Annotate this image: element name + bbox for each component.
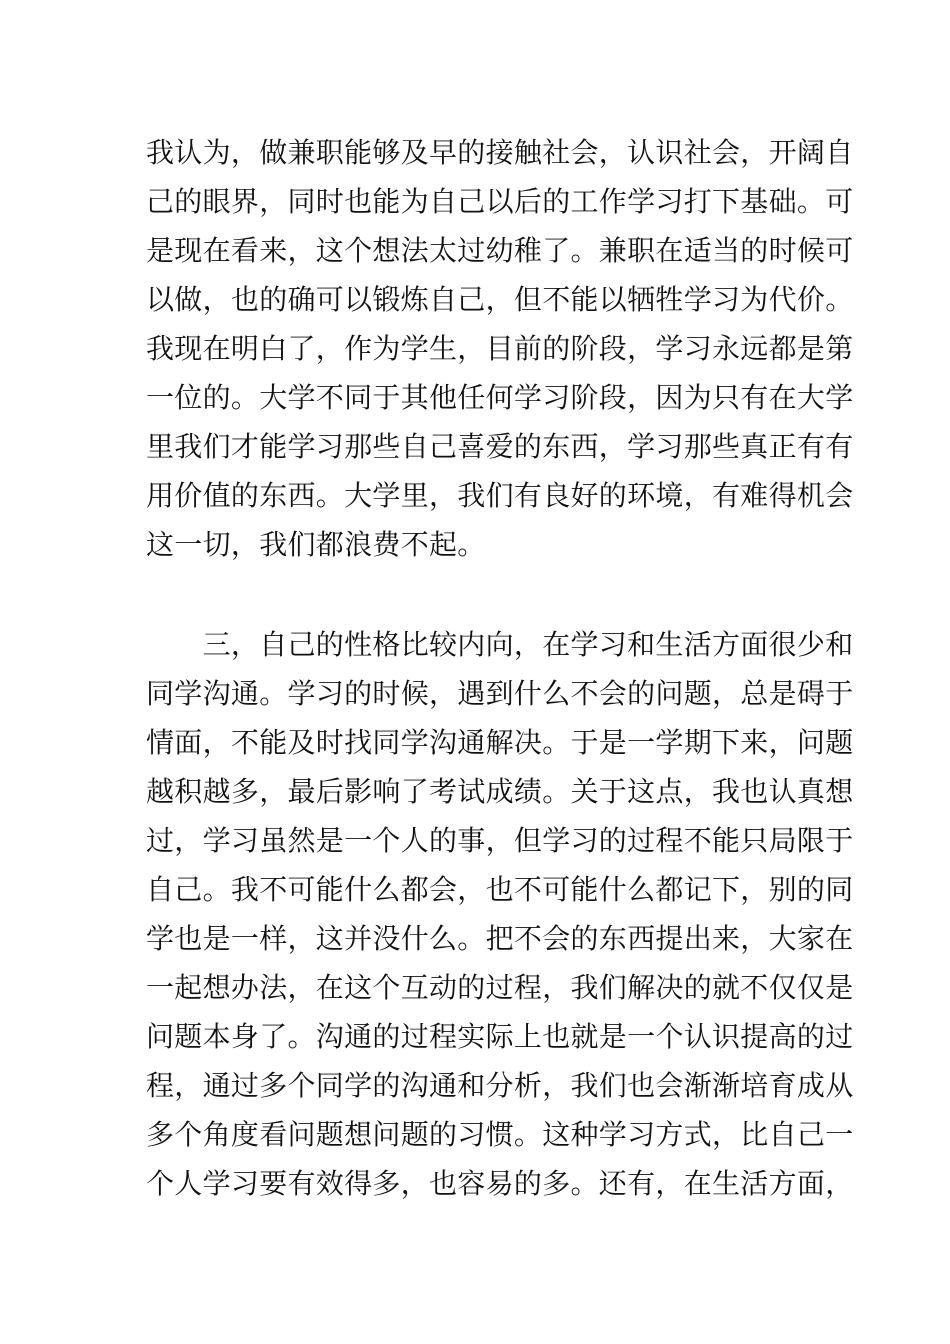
text-line: 问题本身了。沟通的过程实际上也就是一个认识提高的过 (146, 1020, 854, 1053)
text-line: 一起想办法，在这个互动的过程，我们解决的就不仅仅是 (146, 971, 854, 1004)
text-line: 过，学习虽然是一个人的事，但学习的过程不能只局限于 (146, 824, 854, 857)
paragraph (146, 128, 854, 569)
text-line: 里我们才能学习那些自己喜爱的东西，学习那些真正有有 (146, 430, 854, 463)
text-line: 我现在明白了，作为学生，目前的阶段，学习永远都是第 (146, 332, 854, 365)
text-line: 这一切，我们都浪费不起。 (146, 528, 486, 561)
paragraph (146, 620, 854, 1208)
text-line: 程，通过多个同学的沟通和分析，我们也会渐渐培育成从 (146, 1069, 854, 1102)
text-line: 越积越多，最后影响了考试成绩。关于这点，我也认真想 (146, 775, 854, 808)
text-line: 同学沟通。学习的时候，遇到什么不会的问题，总是碍于 (146, 677, 854, 710)
text-line: 个人学习要有效得多，也容易的多。还有，在生活方面， (146, 1167, 854, 1200)
text-line: 以做，也的确可以锻炼自己，但不能以牺牲学习为代价。 (146, 283, 854, 316)
text-line: 自己。我不可能什么都会，也不可能什么都记下，别的同 (146, 873, 854, 906)
text-line: 用价值的东西。大学里，我们有良好的环境，有难得机会 (146, 479, 854, 512)
text-line: 学也是一样，这并没什么。把不会的东西提出来，大家在 (146, 922, 854, 955)
text-line: 我认为，做兼职能够及早的接触社会，认识社会，开阔自 (146, 136, 854, 169)
text-line: 情面，不能及时找同学沟通解决。于是一学期下来，问题 (146, 726, 854, 759)
text-line: 是现在看来，这个想法太过幼稚了。兼职在适当的时候可 (146, 234, 854, 267)
text-line: 己的眼界，同时也能为自己以后的工作学习打下基础。可 (146, 185, 854, 218)
text-line: 多个角度看问题想问题的习惯。这种学习方式，比自己一 (146, 1118, 854, 1151)
text-line: 一位的。大学不同于其他任何学习阶段，因为只有在大学 (146, 381, 854, 414)
text-line: 三，自己的性格比较内向，在学习和生活方面很少和 (146, 628, 854, 661)
